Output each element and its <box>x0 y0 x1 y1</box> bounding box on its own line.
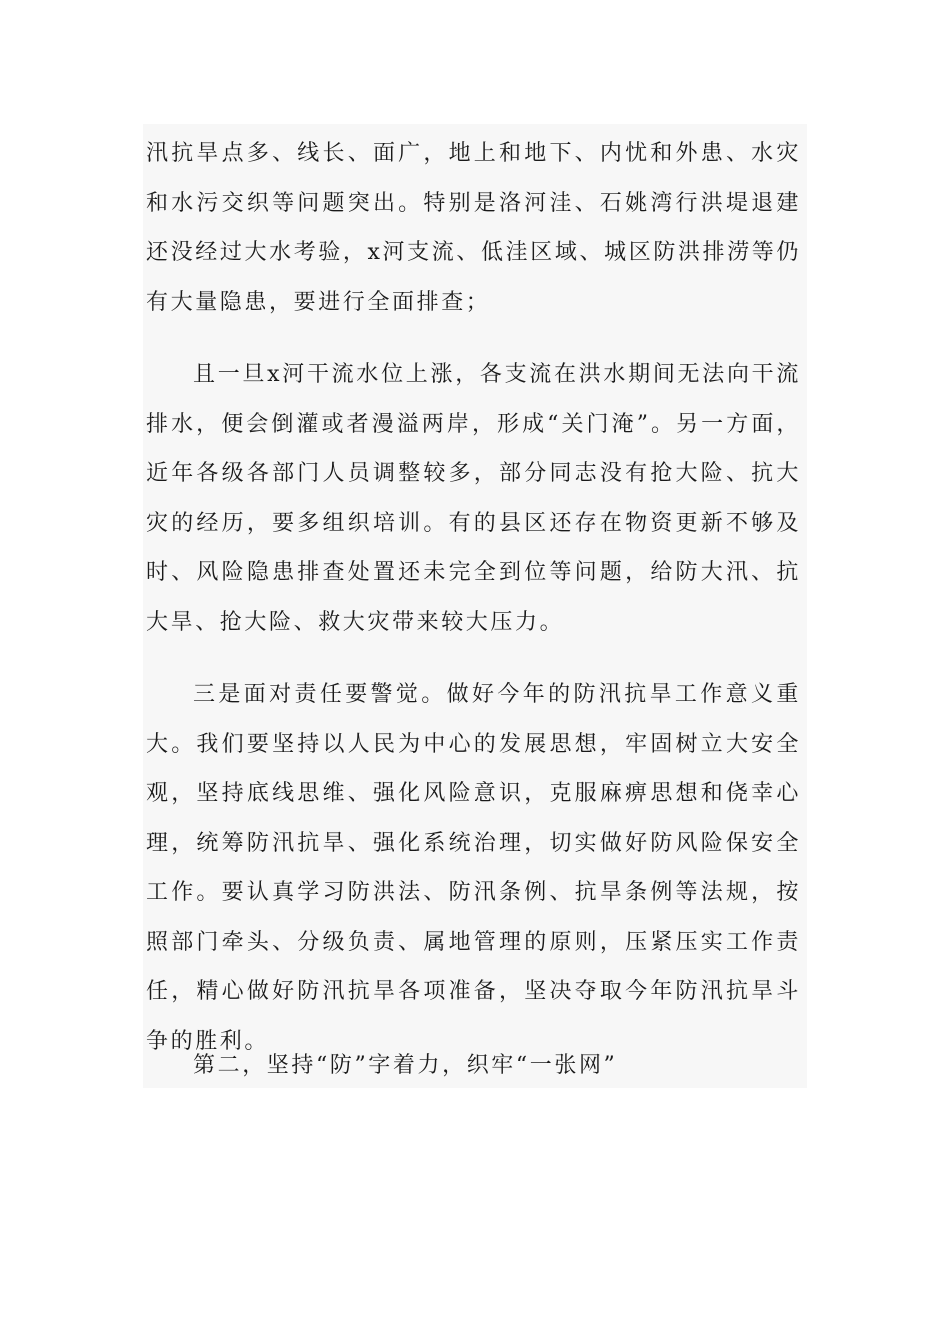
paragraph-3: 三是面对责任要警觉。做好今年的防汛抗旱工作意义重大。我们要坚持以人民为中心的发展思想，牢固树立大安全观，坚持底线思维、强化风险意识，克服麻痹思想和侥幸心理，统筹防汛抗旱、强化系统治理，切实做好防风险保安全工作。要认真学习防洪法、防汛条例、抗旱条例等法规，按照部门牵头、分级负责、属地管理的原则，压紧压实工作责任，精心做好防汛抗旱各项准备，坚决夺取今年防汛抗旱斗争的胜利。 <box>146 682 801 1054</box>
document-text-block <box>143 124 807 1088</box>
section-heading: 第二，坚持“防”字着力，织牢“一张网” <box>193 1053 618 1078</box>
paragraph-2: 且一旦x河干流水位上涨，各支流在洪水期间无法向干流排水，便会倒灌或者漫溢两岸，形成“关门淹”。另一方面，近年各级各部门人员调整较多，部分同志没有抢大险、抗大灾的经历，要多组织培训。有的县区还存在物资更新不够及时、风险隐患排查处置还未完全到位等问题，给防大汛、抗大旱、抢大险、救大灾带来较大压力。 <box>146 362 801 635</box>
paragraph-1: 汛抗旱点多、线长、面广，地上和地下、内忧和外患、水灾和水污交织等问题突出。特别是洛河洼、石姚湾行洪堤退建还没经过大水考验，x河支流、低洼区域、城区防洪排涝等仍有大量隐患，要进行全面排查； <box>146 141 801 315</box>
